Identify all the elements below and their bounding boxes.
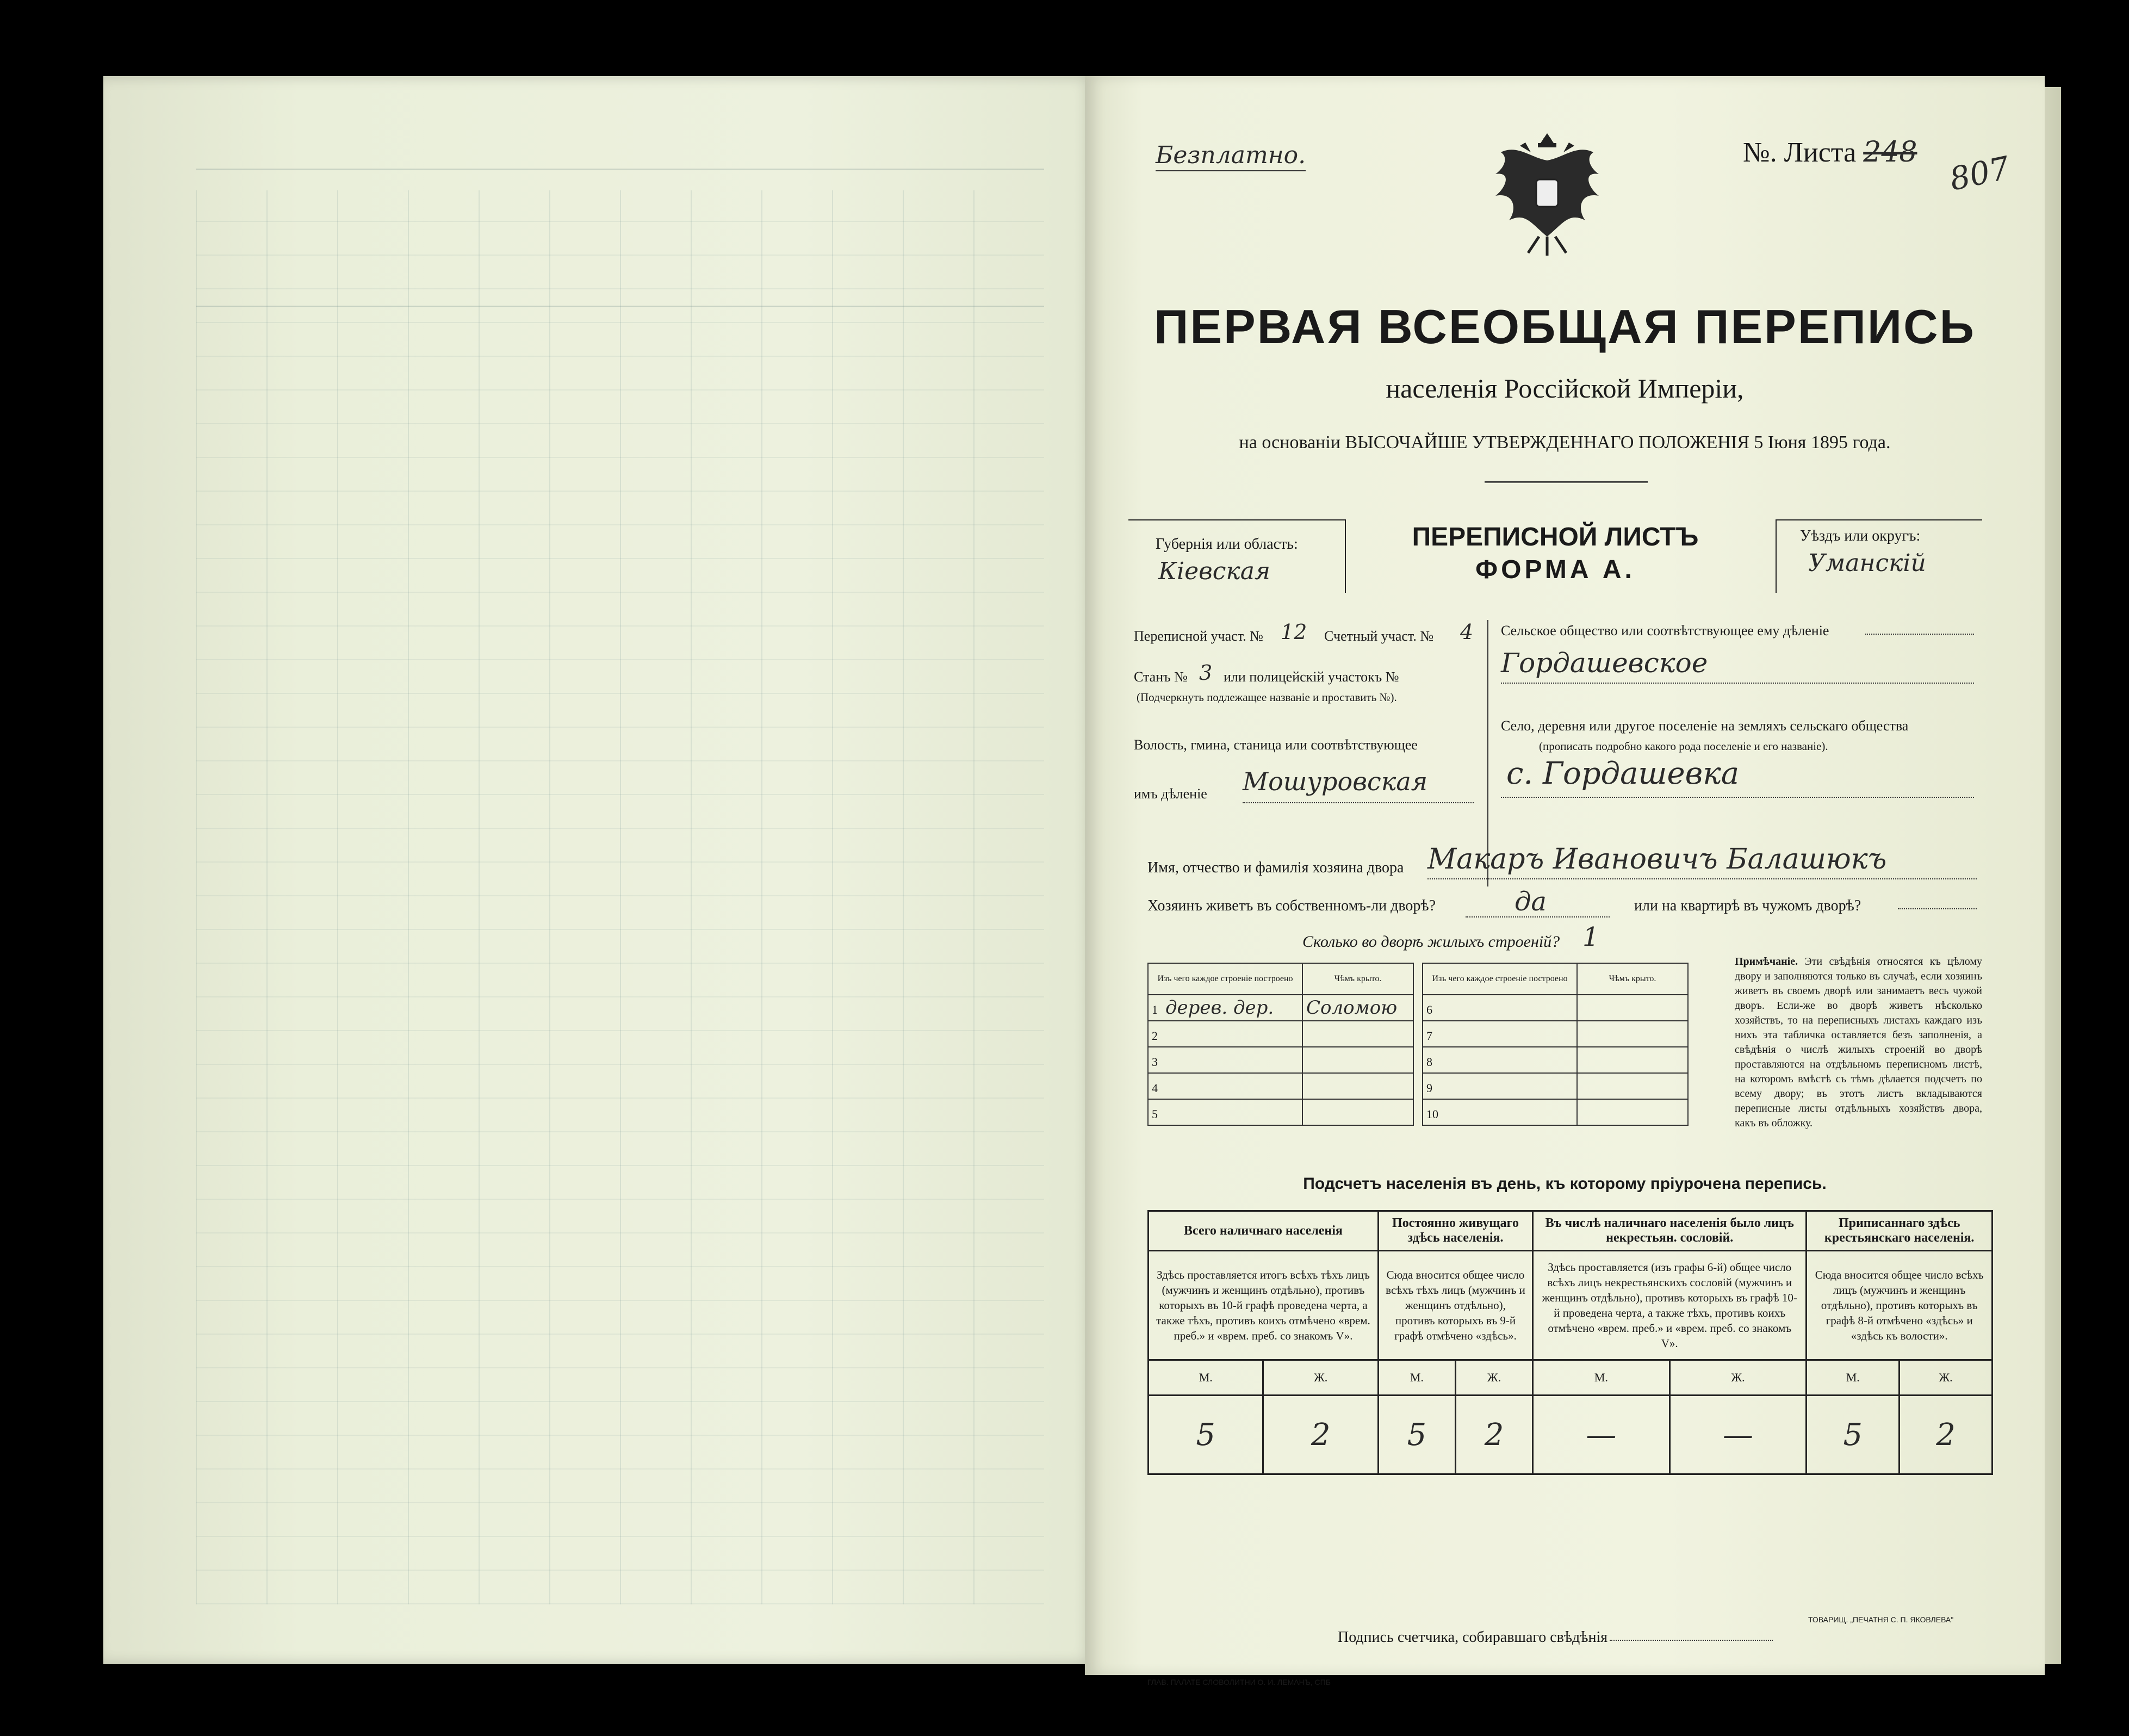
buildings-table-left <box>1147 963 1414 1126</box>
population-count-cell[interactable]: — <box>1533 1396 1670 1474</box>
population-table <box>1147 1210 1993 1475</box>
col-roof: Чѣмъ крыто. <box>1577 963 1688 995</box>
sheet-number-label: №. Листа 248 <box>1743 136 1917 169</box>
population-column-header: Приписаннаго здѣсь крестьянскаго населенія. <box>1807 1211 1993 1251</box>
building-row <box>1148 1021 1413 1047</box>
building-material-cell[interactable] <box>1148 1099 1302 1125</box>
form-title: ФОРМА А. <box>1475 555 1635 584</box>
owns-label: Хозяинъ живетъ въ собственномъ-ли дворѣ? <box>1147 897 1436 914</box>
female-label: Ж. <box>1263 1360 1378 1396</box>
col-roof: Чѣмъ крыто. <box>1302 963 1413 995</box>
population-count-cell[interactable]: 5 <box>1149 1396 1263 1474</box>
note-text: Эти свѣдѣнія относятся къ цѣлому двору и заполняются только въ случаѣ, если хозяинъ живетъ въ своемъ дворѣ или занимаетъ весь чужой дворъ. Если-же во дворѣ живетъ нѣсколько хозяйствъ, то на переписныхъ листахъ каждаго изъ нихъ эта табличка оставляется безъ заполненія, а свѣдѣнія о числѣ жилыхъ строеній во дворѣ проставляются на отдѣльномъ переписномъ листѣ, на которомъ вмѣстѣ съ тѣмъ дѣлается подсчетъ по всему двору; въ этотъ листъ вкладываются переписные листы отдѣльныхъ хозяйствъ двора, какъ въ обложку. <box>1735 956 1983 1129</box>
population-column-description: Сюда вносится общее число всѣхъ лицъ (мужчинъ и женщинъ отдѣльно), противъ которыхъ въ графѣ 8-й отмѣчено «здѣсь» и «здѣсь къ волости». <box>1807 1251 1993 1360</box>
village-line <box>1501 797 1974 798</box>
province-value[interactable]: Кіевская <box>1158 557 1271 585</box>
building-roof-cell[interactable] <box>1577 1047 1688 1073</box>
building-material-cell[interactable] <box>1423 1021 1577 1047</box>
building-row <box>1423 995 1688 1021</box>
building-material-cell[interactable] <box>1148 1047 1302 1073</box>
building-roof-cell[interactable] <box>1577 995 1688 1021</box>
row-number: 3 <box>1152 1055 1158 1069</box>
building-roof-cell[interactable]: Соломою <box>1302 995 1413 1021</box>
row-number: 1 <box>1152 1003 1158 1016</box>
female-label: Ж. <box>1669 1360 1807 1396</box>
volost-label-2: имъ дѣленіе <box>1134 786 1207 802</box>
society-value[interactable]: Гордашевское <box>1501 647 1708 679</box>
building-material-cell[interactable] <box>1148 1021 1302 1047</box>
building-material-cell[interactable] <box>1423 1047 1577 1073</box>
village-note: (прописать подробно какого рода поселеніе и его названіе). <box>1539 740 1828 753</box>
volost-value[interactable]: Мошуровская <box>1243 767 1428 796</box>
female-label: Ж. <box>1455 1360 1532 1396</box>
building-roof-cell[interactable] <box>1302 1099 1413 1125</box>
district-label: Уѣздъ или округъ: <box>1800 528 1921 544</box>
rent-line <box>1898 908 1977 909</box>
owner-line <box>1427 878 1977 879</box>
row-number: 2 <box>1152 1029 1158 1043</box>
ornamental-divider <box>1485 481 1648 483</box>
population-count-cell[interactable]: 2 <box>1455 1396 1532 1474</box>
building-roof-cell[interactable] <box>1302 1047 1413 1073</box>
building-row <box>1423 1021 1688 1047</box>
building-roof-cell[interactable] <box>1577 1021 1688 1047</box>
note-head: Примѣчаніе. <box>1735 956 1798 968</box>
building-roof-cell[interactable] <box>1302 1021 1413 1047</box>
female-label: Ж. <box>1900 1360 1993 1396</box>
faded-ruled-grid <box>196 190 1044 1604</box>
owner-label: Имя, отчество и фамилія хозяина двора <box>1147 859 1404 876</box>
police-label: или полицейскій участокъ № <box>1224 669 1399 685</box>
subtitle: населенія Россійской Имперіи, <box>1386 373 1744 404</box>
building-row <box>1148 1073 1413 1099</box>
buildings-value[interactable]: 1 <box>1582 922 1599 952</box>
left-page <box>103 76 1096 1664</box>
society-line <box>1865 634 1974 635</box>
building-material-cell[interactable] <box>1148 1073 1302 1099</box>
building-roof-cell[interactable] <box>1577 1073 1688 1099</box>
building-row <box>1423 1073 1688 1099</box>
building-material-value: дерев. дер. <box>1165 997 1274 1019</box>
printer-left: ГЛАВ. ПАЛАТЕ СЛОВОЛИТНИ О. И. ЛЕМАНЪ, СПБ <box>1147 1678 1331 1687</box>
building-row <box>1423 1099 1688 1125</box>
population-count-cell[interactable]: 2 <box>1263 1396 1378 1474</box>
census-section-value[interactable]: 12 <box>1281 620 1307 644</box>
society-label: Сельское общество или соотвѣтствующее ему дѣленіе <box>1501 623 1829 638</box>
village-value[interactable]: с. Гордашевка <box>1506 756 1740 791</box>
note <box>1735 954 1982 1131</box>
population-count-cell[interactable]: 5 <box>1378 1396 1455 1474</box>
building-roof-cell[interactable] <box>1577 1099 1688 1125</box>
population-count-cell[interactable]: — <box>1669 1396 1807 1474</box>
camp-label: Станъ № <box>1134 669 1188 685</box>
population-column-header: Постоянно живущаго здѣсь населенія. <box>1378 1211 1532 1251</box>
free-label: Безплатно. <box>1156 141 1306 171</box>
building-material-cell[interactable] <box>1423 1099 1577 1125</box>
building-row <box>1423 1047 1688 1073</box>
population-column-header: Всего наличнаго населенія <box>1149 1211 1379 1251</box>
owner-value[interactable]: Макаръ Ивановичъ Балашюкъ <box>1427 843 1887 876</box>
population-column-description: Здѣсь проставляется итогъ всѣхъ тѣхъ лицъ (мужчинъ и женщинъ отдѣльно), противъ которыхъ въ 10-й графѣ проведена черта, а также тѣхъ, противъ коихъ отмѣчено «врем. преб.» и «врем. преб. со знакомъ V». <box>1149 1251 1379 1360</box>
count-section-value[interactable]: 4 <box>1460 620 1474 644</box>
row-number: 7 <box>1426 1029 1432 1043</box>
buildings-label: Сколько во дворѣ жилыхъ строеній? <box>1302 933 1560 951</box>
population-count-cell[interactable]: 2 <box>1900 1396 1993 1474</box>
buildings-rows-left <box>1148 995 1413 1125</box>
buildings-table-right <box>1422 963 1689 1126</box>
row-number: 10 <box>1426 1107 1438 1121</box>
count-section-label: Счетный участ. № <box>1324 628 1434 644</box>
owns-value[interactable]: да <box>1514 886 1547 917</box>
building-row <box>1148 1047 1413 1073</box>
row-number: 4 <box>1152 1081 1158 1095</box>
population-title: Подсчетъ населенія въ день, къ которому пріурочена перепись. <box>1303 1175 1827 1193</box>
rent-label: или на квартирѣ въ чужомъ дворѣ? <box>1634 897 1861 914</box>
statute-basis: на основаніи ВЫСОЧАЙШЕ УТВЕРЖДЕННАГО ПОЛОЖЕНІЯ 5 Іюня 1895 года. <box>1239 432 1891 452</box>
row-number: 6 <box>1426 1003 1432 1016</box>
signature-line <box>1610 1640 1773 1641</box>
buildings-rows-right <box>1423 995 1688 1125</box>
population-column-header: Въ числѣ наличнаго населенія было лицъ некрестьян. сословій. <box>1533 1211 1807 1251</box>
row-number: 5 <box>1152 1107 1158 1121</box>
volost-line <box>1243 802 1474 803</box>
double-headed-eagle-emblem <box>1479 128 1615 264</box>
male-label: М. <box>1149 1360 1263 1396</box>
row-number: 8 <box>1426 1055 1432 1069</box>
printer-right: ТОВАРИЩ. „ПЕЧАТНЯ С. П. ЯКОВЛЕВА" <box>1808 1615 1954 1624</box>
population-count-cell[interactable]: 5 <box>1807 1396 1900 1474</box>
building-material-cell[interactable] <box>1423 1073 1577 1099</box>
building-material-cell[interactable] <box>1148 995 1302 1021</box>
census-form-page <box>1085 76 2045 1687</box>
owns-line <box>1466 916 1610 917</box>
male-label: М. <box>1807 1360 1900 1396</box>
male-label: М. <box>1378 1360 1455 1396</box>
volost-label: Волость, гмина, станица или соотвѣтствующее <box>1134 737 1418 753</box>
building-row <box>1148 1099 1413 1125</box>
district-value[interactable]: Уманскій <box>1808 549 1926 577</box>
census-section-label: Переписной участ. № <box>1134 628 1263 644</box>
village-label: Село, деревня или другое поселеніе на земляхъ сельскаго общества <box>1501 718 1909 734</box>
building-roof-cell[interactable] <box>1302 1073 1413 1099</box>
main-title: ПЕРВАЯ ВСЕОБЩАЯ ПЕРЕПИСЬ <box>1154 300 1976 354</box>
population-column-description: Сюда вносится общее число всѣхъ тѣхъ лицъ (мужчинъ и женщинъ отдѣльно), противъ которыхъ въ 9-й графѣ отмѣчено «здѣсь». <box>1378 1251 1532 1360</box>
building-material-cell[interactable] <box>1423 995 1577 1021</box>
archive-number: 807 <box>1946 149 2013 198</box>
province-label: Губернія или область: <box>1156 536 1298 553</box>
male-label: М. <box>1533 1360 1670 1396</box>
sheet-number-value: 248 <box>1863 136 1917 169</box>
col-material: Изъ чего каждое строеніе построено <box>1148 963 1302 995</box>
population-column-description: Здѣсь проставляется (изъ графы 6-й) общее число всѣхъ лицъ некрестьянскихъ сословій (мужчинъ и женщинъ отдѣльно), противъ которыхъ въ графѣ 10-й проведена черта, а также тѣхъ, противъ коихъ отмѣчено «врем. преб.» и «врем. преб. со знакомъ V». <box>1533 1251 1807 1360</box>
row-number: 9 <box>1426 1081 1432 1095</box>
underline-note: (Подчеркнуть подлежащее названіе и проставить №). <box>1137 691 1397 704</box>
building-row <box>1148 995 1413 1021</box>
signature-label: Подпись счетчика, собиравшаго свѣдѣнія <box>1338 1629 1608 1646</box>
sheet-title: ПЕРЕПИСНОЙ ЛИСТЪ <box>1412 523 1699 551</box>
col-material: Изъ чего каждое строеніе построено <box>1423 963 1577 995</box>
camp-value[interactable]: 3 <box>1199 661 1213 685</box>
society-value-line <box>1501 683 1974 684</box>
